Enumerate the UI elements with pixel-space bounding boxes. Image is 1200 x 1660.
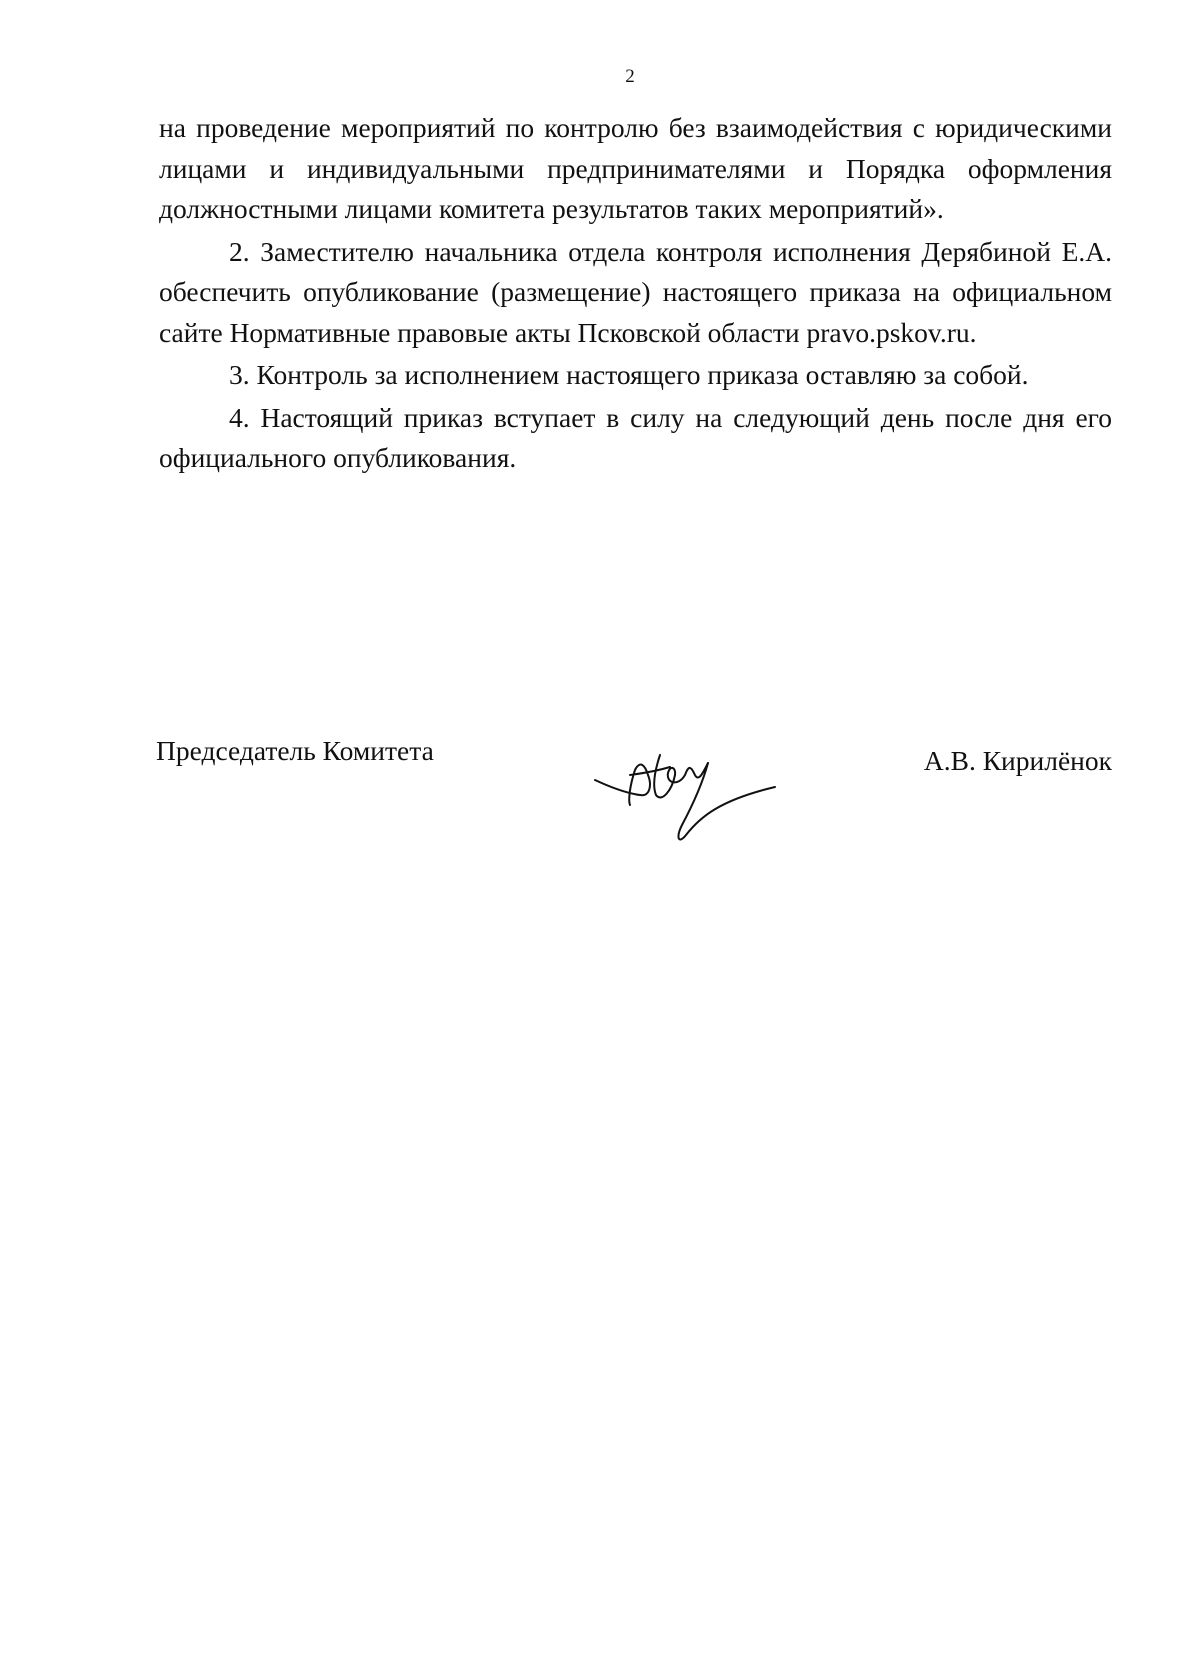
document-body [159,108,1112,481]
paragraph-item-4: 4. Настоящий приказ вступает в силу на следующий день после дня его официального опубликования. [159,401,1112,473]
signatory-name: А.В. Кирилёнок [923,745,1112,776]
signatory-position: Председатель Комитета [156,735,434,766]
paragraph-continuation: на проведение мероприятий по контролю без взаимодействия с юридическими лицами и индивидуальными предпринимателями и Порядка оформления должностными лицами комитета результатов таких мероприятий». [159,112,1112,224]
handwritten-signature [590,745,780,855]
paragraph-item-2: 2. Заместителю начальника отдела контроля исполнения Дерябиной Е.А. обеспечить опубликование (размещение) настоящего приказа на официальном сайте Нормативные правовые акты Псковской области pravo.pskov.ru. [159,235,1112,348]
page-number: 2 [625,66,635,87]
paragraph-item-3: 3. Контроль за исполнением настоящего приказа оставляю за собой. [229,359,1029,390]
signature-block [0,735,1200,855]
